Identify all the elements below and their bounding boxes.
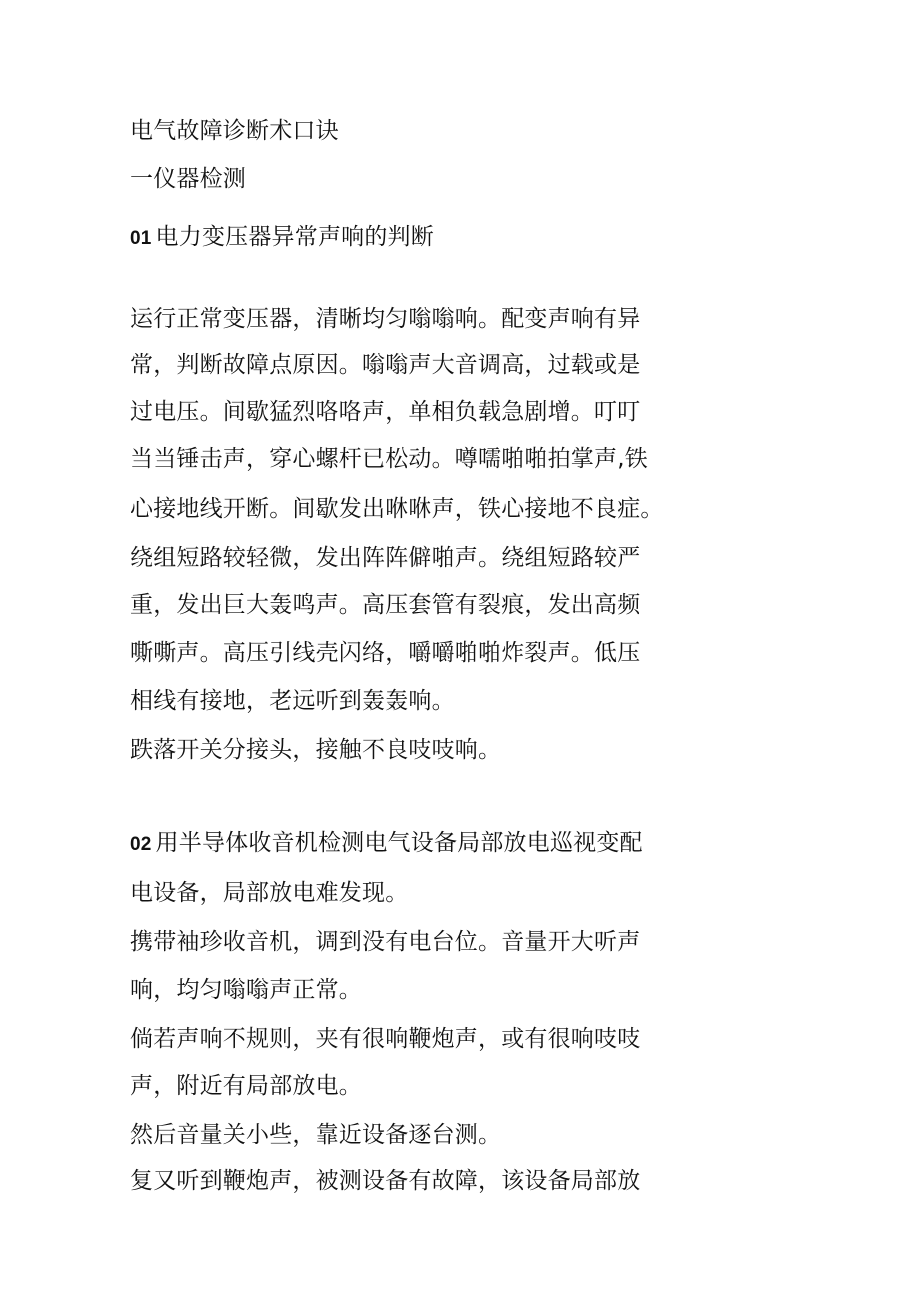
paragraph-line: 心接地线开断。间歇发出咻咻声，铁心接地不良症。	[130, 496, 664, 522]
paragraph-line: 嘶嘶声。高压引线壳闪络，嚼嚼啪啪炸裂声。低压	[130, 640, 641, 666]
document-title: 电气故障诊断术口诀	[130, 118, 339, 144]
paragraph-line: 复又听到鞭炮声，被测设备有故障，该设备局部放	[130, 1168, 641, 1194]
paragraph-line: 重，发出巨大轰鸣声。高压套管有裂痕，发出高频	[130, 592, 641, 618]
paragraph-line: 常，判断故障点原因。嗡嗡声大音调高，过载或是	[130, 352, 641, 378]
paragraph-line: 相线有接地，老远听到轰轰响。	[130, 688, 455, 714]
paragraph-line: 倘若声响不规则，夹有很响鞭炮声，或有很响吱吱	[130, 1026, 641, 1052]
subsection-number: 02	[130, 834, 152, 855]
paragraph-line: 绕组短路较轻微，发出阵阵僻啪声。绕组短路较严	[130, 545, 641, 571]
subsection-title-continued: 电设备，局部放电难发现。	[130, 880, 409, 906]
paragraph-line: 然后音量关小些，靠近设备逐台测。	[130, 1122, 502, 1148]
paragraph-line: 携带袖珍收音机，调到没有电台位。音量开大听声	[130, 929, 641, 955]
subsection-heading-02	[130, 828, 643, 860]
subsection-heading-01	[130, 222, 434, 254]
paragraph-line: 当当锤击声，穿心螺杆已松动。噂嚅啪啪拍掌声,铁	[130, 446, 648, 472]
paragraph-line: 响，均匀嗡嗡声正常。	[130, 977, 362, 1003]
paragraph-line: 过电压。间歇猛烈咯咯声，单相负载急剧增。叮叮	[130, 399, 641, 425]
paragraph-line: 跌落开关分接头，接触不良吱吱响。	[130, 737, 502, 763]
section-heading: 一仪器检测	[130, 166, 246, 192]
paragraph-line: 声，附近有局部放电。	[130, 1073, 362, 1099]
subsection-title: 用半导体收音机检测电气设备局部放电巡视变配	[155, 830, 643, 856]
subsection-title: 电力变压器异常声响的判断	[155, 224, 434, 250]
paragraph-line: 运行正常变压器，清晰均匀嗡嗡响。配变声响有异	[130, 306, 641, 332]
subsection-number: 01	[130, 228, 152, 249]
